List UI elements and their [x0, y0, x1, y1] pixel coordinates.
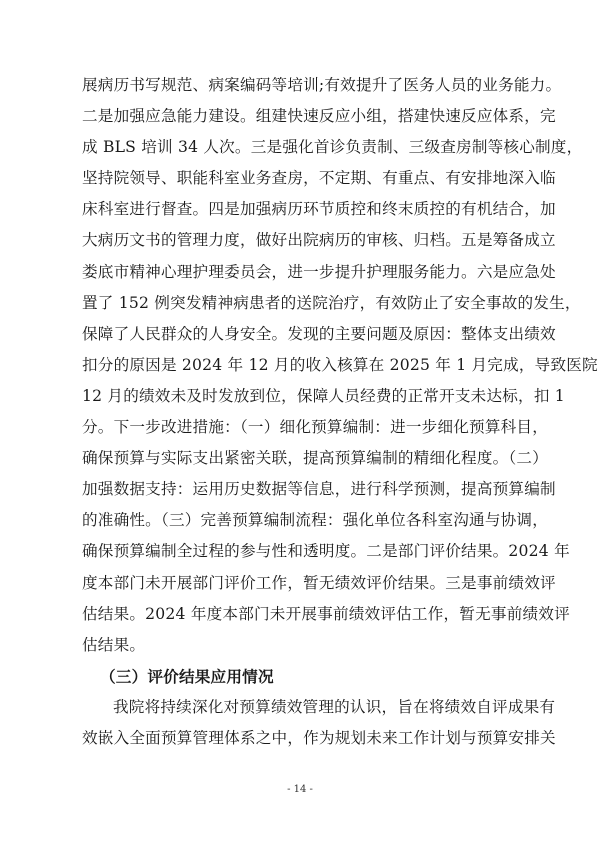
- body-line: 加强数据支持：运用历史数据等信息，进行科学预测，提高预算编制: [82, 480, 556, 499]
- section-line: 效嵌入全面预算管理体系之中，作为规划未来工作计划与预算安排关: [82, 728, 556, 747]
- body-line: 确保预算编制全过程的参与性和透明度。二是部门评价结果。2024 年: [82, 542, 570, 561]
- body-line: 娄底市精神心理护理委员会，进一步提升护理服务能力。六是应急处: [82, 262, 556, 281]
- body-line: 保障了人民群众的人身安全。发现的主要问题及原因：整体支出绩效: [82, 324, 556, 343]
- body-line: 估结果。2024 年度本部门未开展事前绩效评估工作，暂无事前绩效评: [82, 604, 570, 623]
- page-number: - 14 -: [287, 784, 313, 795]
- body-line: 坚持院领导、职能科室业务查房，不定期、有重点、有安排地深入临: [82, 169, 556, 188]
- body-line: 12 月的绩效未及时发放到位，保障人员经费的正常开支未达标，扣 1: [82, 386, 565, 405]
- body-line: 成 BLS 培训 34 人次。三是强化首诊负责制、三级查房制等核心制度，: [82, 138, 583, 157]
- body-line: 置了 152 例突发精神病患者的送院治疗，有效防止了安全事故的发生，: [82, 293, 581, 312]
- body-line: 二是加强应急能力建设。组建快速反应小组，搭建快速反应体系，完: [82, 107, 556, 126]
- body-line: 床科室进行督查。四是加强病历环节质控和终末质控的有机结合，加: [82, 200, 556, 219]
- body-line: 分。下一步改进措施：（一）细化预算编制：进一步细化预算科目，: [82, 418, 549, 437]
- body-line: 展病历书写规范、病案编码等培训;有效提升了医务人员的业务能力。: [82, 76, 562, 94]
- section-heading: （三）评价结果应用情况: [100, 666, 274, 686]
- body-line: 确保预算与实际支出紧密关联，提高预算编制的精细化程度。（二）: [82, 449, 549, 468]
- section-line: 我院将持续深化对预算绩效管理的认识，旨在将绩效自评成果有: [113, 697, 556, 716]
- body-line: 的准确性。（三）完善预算编制流程：强化单位各科室沟通与协调，: [82, 511, 549, 530]
- body-line: 度本部门未开展部门评价工作，暂无绩效评价结果。三是事前绩效评: [82, 573, 556, 592]
- body-line: 扣分的原因是 2024 年 12 月的收入核算在 2025 年 1 月完成，导致医院: [82, 355, 598, 374]
- body-line: 大病历文书的管理力度，做好出院病历的审核、归档。五是筹备成立: [82, 231, 556, 250]
- body-line: 估结果。: [82, 635, 146, 654]
- body-text: [82, 70, 598, 754]
